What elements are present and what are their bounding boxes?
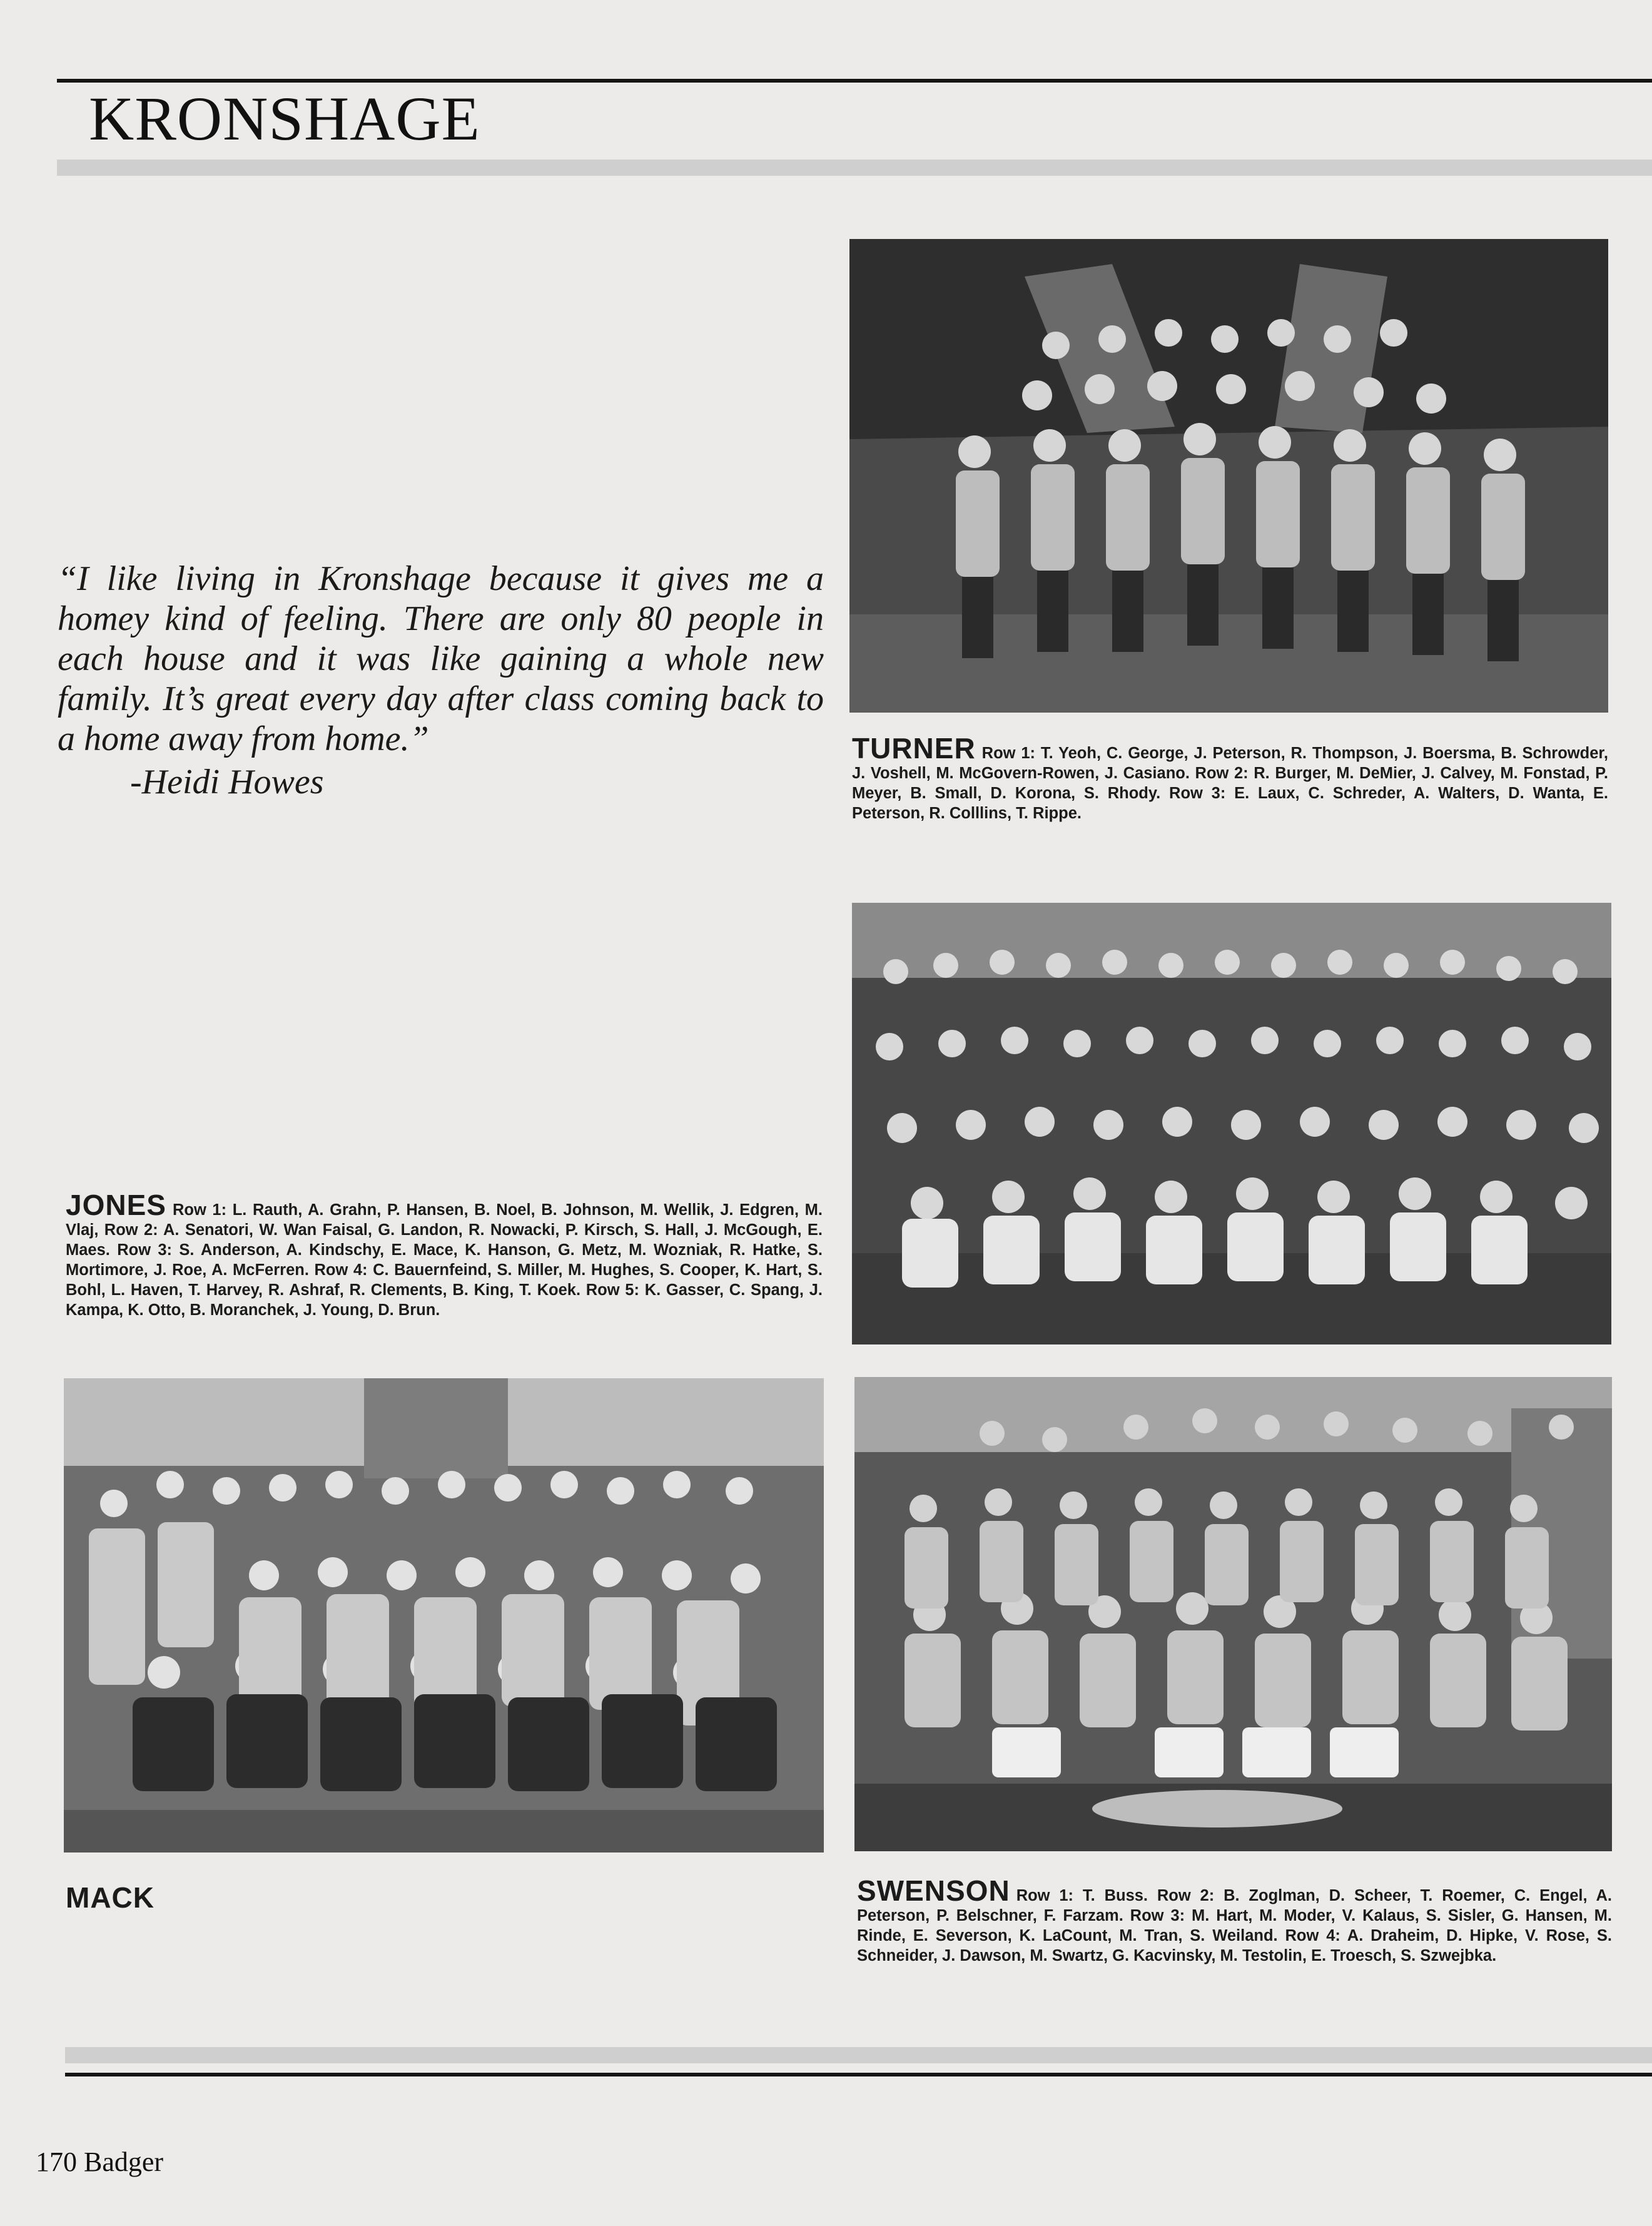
bottom-gray-bar bbox=[65, 2047, 1652, 2063]
turner-member-list: Row 1: T. Yeoh, C. George, J. Peterson, R. Thompson, J. Boersma, B. Schrowder, J. Voshell, M. McGovern-Rowen, J. Casiano. Row 2: R. Burger, M. DeMier, J. Calvey, M. Fonstad, P. Meyer, B. Small, D. Korona, S. Rhody. Row 3: E. Laux, C. Schreder, A. Walters, D. Wanta, E. Peterson, R. Colllins, T. Rippe. bbox=[852, 745, 1608, 822]
jones-member-list: Row 1: L. Rauth, A. Grahn, P. Hansen, B. Noel, B. Johnson, M. Wellik, J. Edgren, M. Vlaj, Row 2: A. Senatori, W. Wan Faisal, G. Landon, R. Nowacki, P. Kirsch, S. Hall, J. McGough, E. Maes. Row 3: S. Anderson, A. Kindschy, E. Mace, K. Hanson, G. Metz, M. Wozniak, R. Hatke, S. Mortimore, J. Roe, A. McFerren. Row 4: C. Bauernfeind, S. Miller, M. Hughes, S. Cooper, K. Hart, S. Bohl, L. Haven, T. Harvey, R. Ashraf, R. Clements, B. King, T. Koek. Row 5: K. Gasser, C. Spang, J. Kampa, K. Otto, B. Moranchek, J. Young, D. Brun. bbox=[66, 1201, 823, 1319]
mack-house-name: MACK bbox=[66, 1881, 155, 1914]
quote-text: “I like living in Kronshage because it gives me a homey kind of feeling. There are only 80 people in each house and it was like gaining a whole new family. It’s great every day after class coming back to a home away from home.” bbox=[58, 559, 824, 758]
swenson-caption bbox=[857, 1874, 1612, 1966]
swenson-group-photo bbox=[854, 1377, 1612, 1851]
group-photo-icon bbox=[64, 1378, 824, 1852]
page-folio: 170 Badger bbox=[36, 2147, 164, 2177]
quote-author: -Heidi Howes bbox=[130, 763, 324, 801]
jones-group-photo bbox=[852, 903, 1611, 1344]
turner-house-name: TURNER bbox=[852, 732, 976, 765]
turner-group-photo bbox=[849, 239, 1608, 713]
bottom-rule bbox=[65, 2073, 1652, 2076]
jones-caption bbox=[66, 1189, 823, 1320]
group-photo-icon bbox=[849, 239, 1608, 713]
mack-group-photo bbox=[64, 1378, 824, 1852]
section-title: KRONSHAGE bbox=[89, 84, 480, 153]
top-gray-bar bbox=[57, 160, 1652, 176]
swenson-member-list: Row 1: T. Buss. Row 2: B. Zoglman, D. Scheer, T. Roemer, C. Engel, A. Peterson, P. Belschner, F. Farzam. Row 3: M. Hart, M. Moder, V. Kalaus, S. Sisler, G. Hansen, M. Rinde, E. Severson, K. LaCount, M. Tran, S. Weiland. Row 4: A. Draheim, D. Hipke, V. Rose, S. Schneider, J. Dawson, M. Swartz, G. Kacvinsky, M. Testolin, E. Troesch, S. Szwejbka. bbox=[857, 1887, 1612, 1964]
top-rule bbox=[57, 79, 1652, 83]
turner-caption bbox=[852, 732, 1608, 823]
group-photo-icon bbox=[852, 903, 1611, 1344]
group-photo-icon bbox=[854, 1377, 1612, 1851]
swenson-house-name: SWENSON bbox=[857, 1874, 1010, 1907]
jones-house-name: JONES bbox=[66, 1189, 166, 1221]
